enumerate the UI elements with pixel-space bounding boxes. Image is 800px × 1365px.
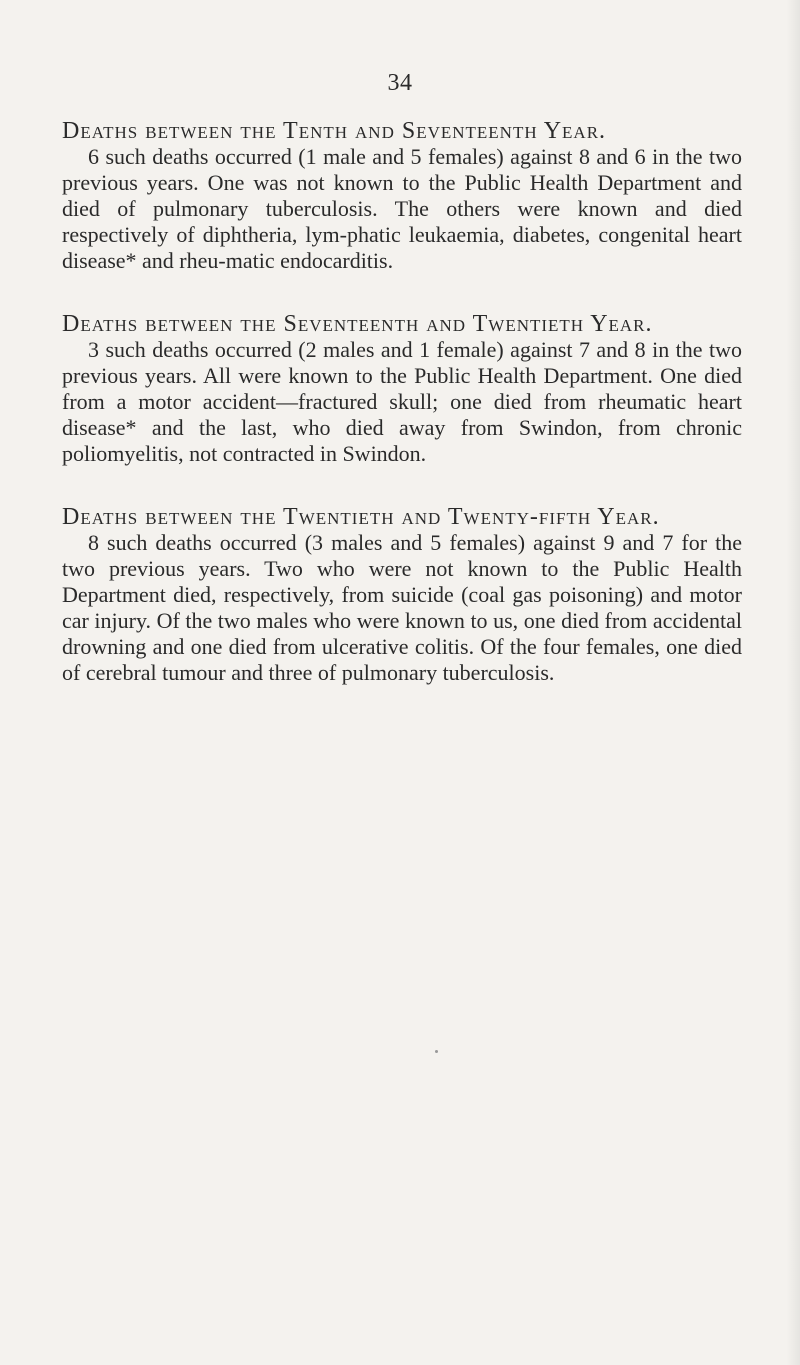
section-paragraph: 3 such deaths occurred (2 males and 1 female) against 7 and 8 in the two previous years. All were known to the Public Health Department. One died from a motor accident—fractured skull; one died from rheumatic heart disease* and the last, who died away from Swindon, from chronic poliomyelitis, not contracted in Swindon. [62,337,742,466]
section-heading: Deaths between the Twentieth and Twenty-fifth Year. [62,504,660,530]
section-twentieth-to-twenty-fifth [62,504,742,686]
page-number: 34 [387,70,413,96]
document-body [62,118,742,723]
section-seventeenth-to-twentieth [62,311,742,467]
print-speck [435,1050,438,1053]
section-heading: Deaths between the Tenth and Seventeenth Year. [62,118,607,144]
section-paragraph: 8 such deaths occurred (3 males and 5 females) against 9 and 7 for the two previous years. Two who were not known to the Public Health Department died, respectively, from suicide (coal gas poisoning) and motor car injury. Of the two males who were known to us, one died from accidental drowning and one died from ulcerative colitis. Of the four females, one died of cerebral tumour and three of pulmonary tuberculosis. [62,530,742,685]
section-heading: Deaths between the Seventeenth and Twentieth Year. [62,311,653,337]
section-tenth-to-seventeenth [62,118,742,274]
page-edge-shadow [786,0,800,1365]
section-paragraph: 6 such deaths occurred (1 male and 5 females) against 8 and 6 in the two previous years. One was not known to the Public Health Department and died of pulmonary tuberculosis. The others were known and died respectively of diphtheria, lym-phatic leukaemia, diabetes, congenital heart disease* and rheu-matic endocarditis. [62,144,742,273]
